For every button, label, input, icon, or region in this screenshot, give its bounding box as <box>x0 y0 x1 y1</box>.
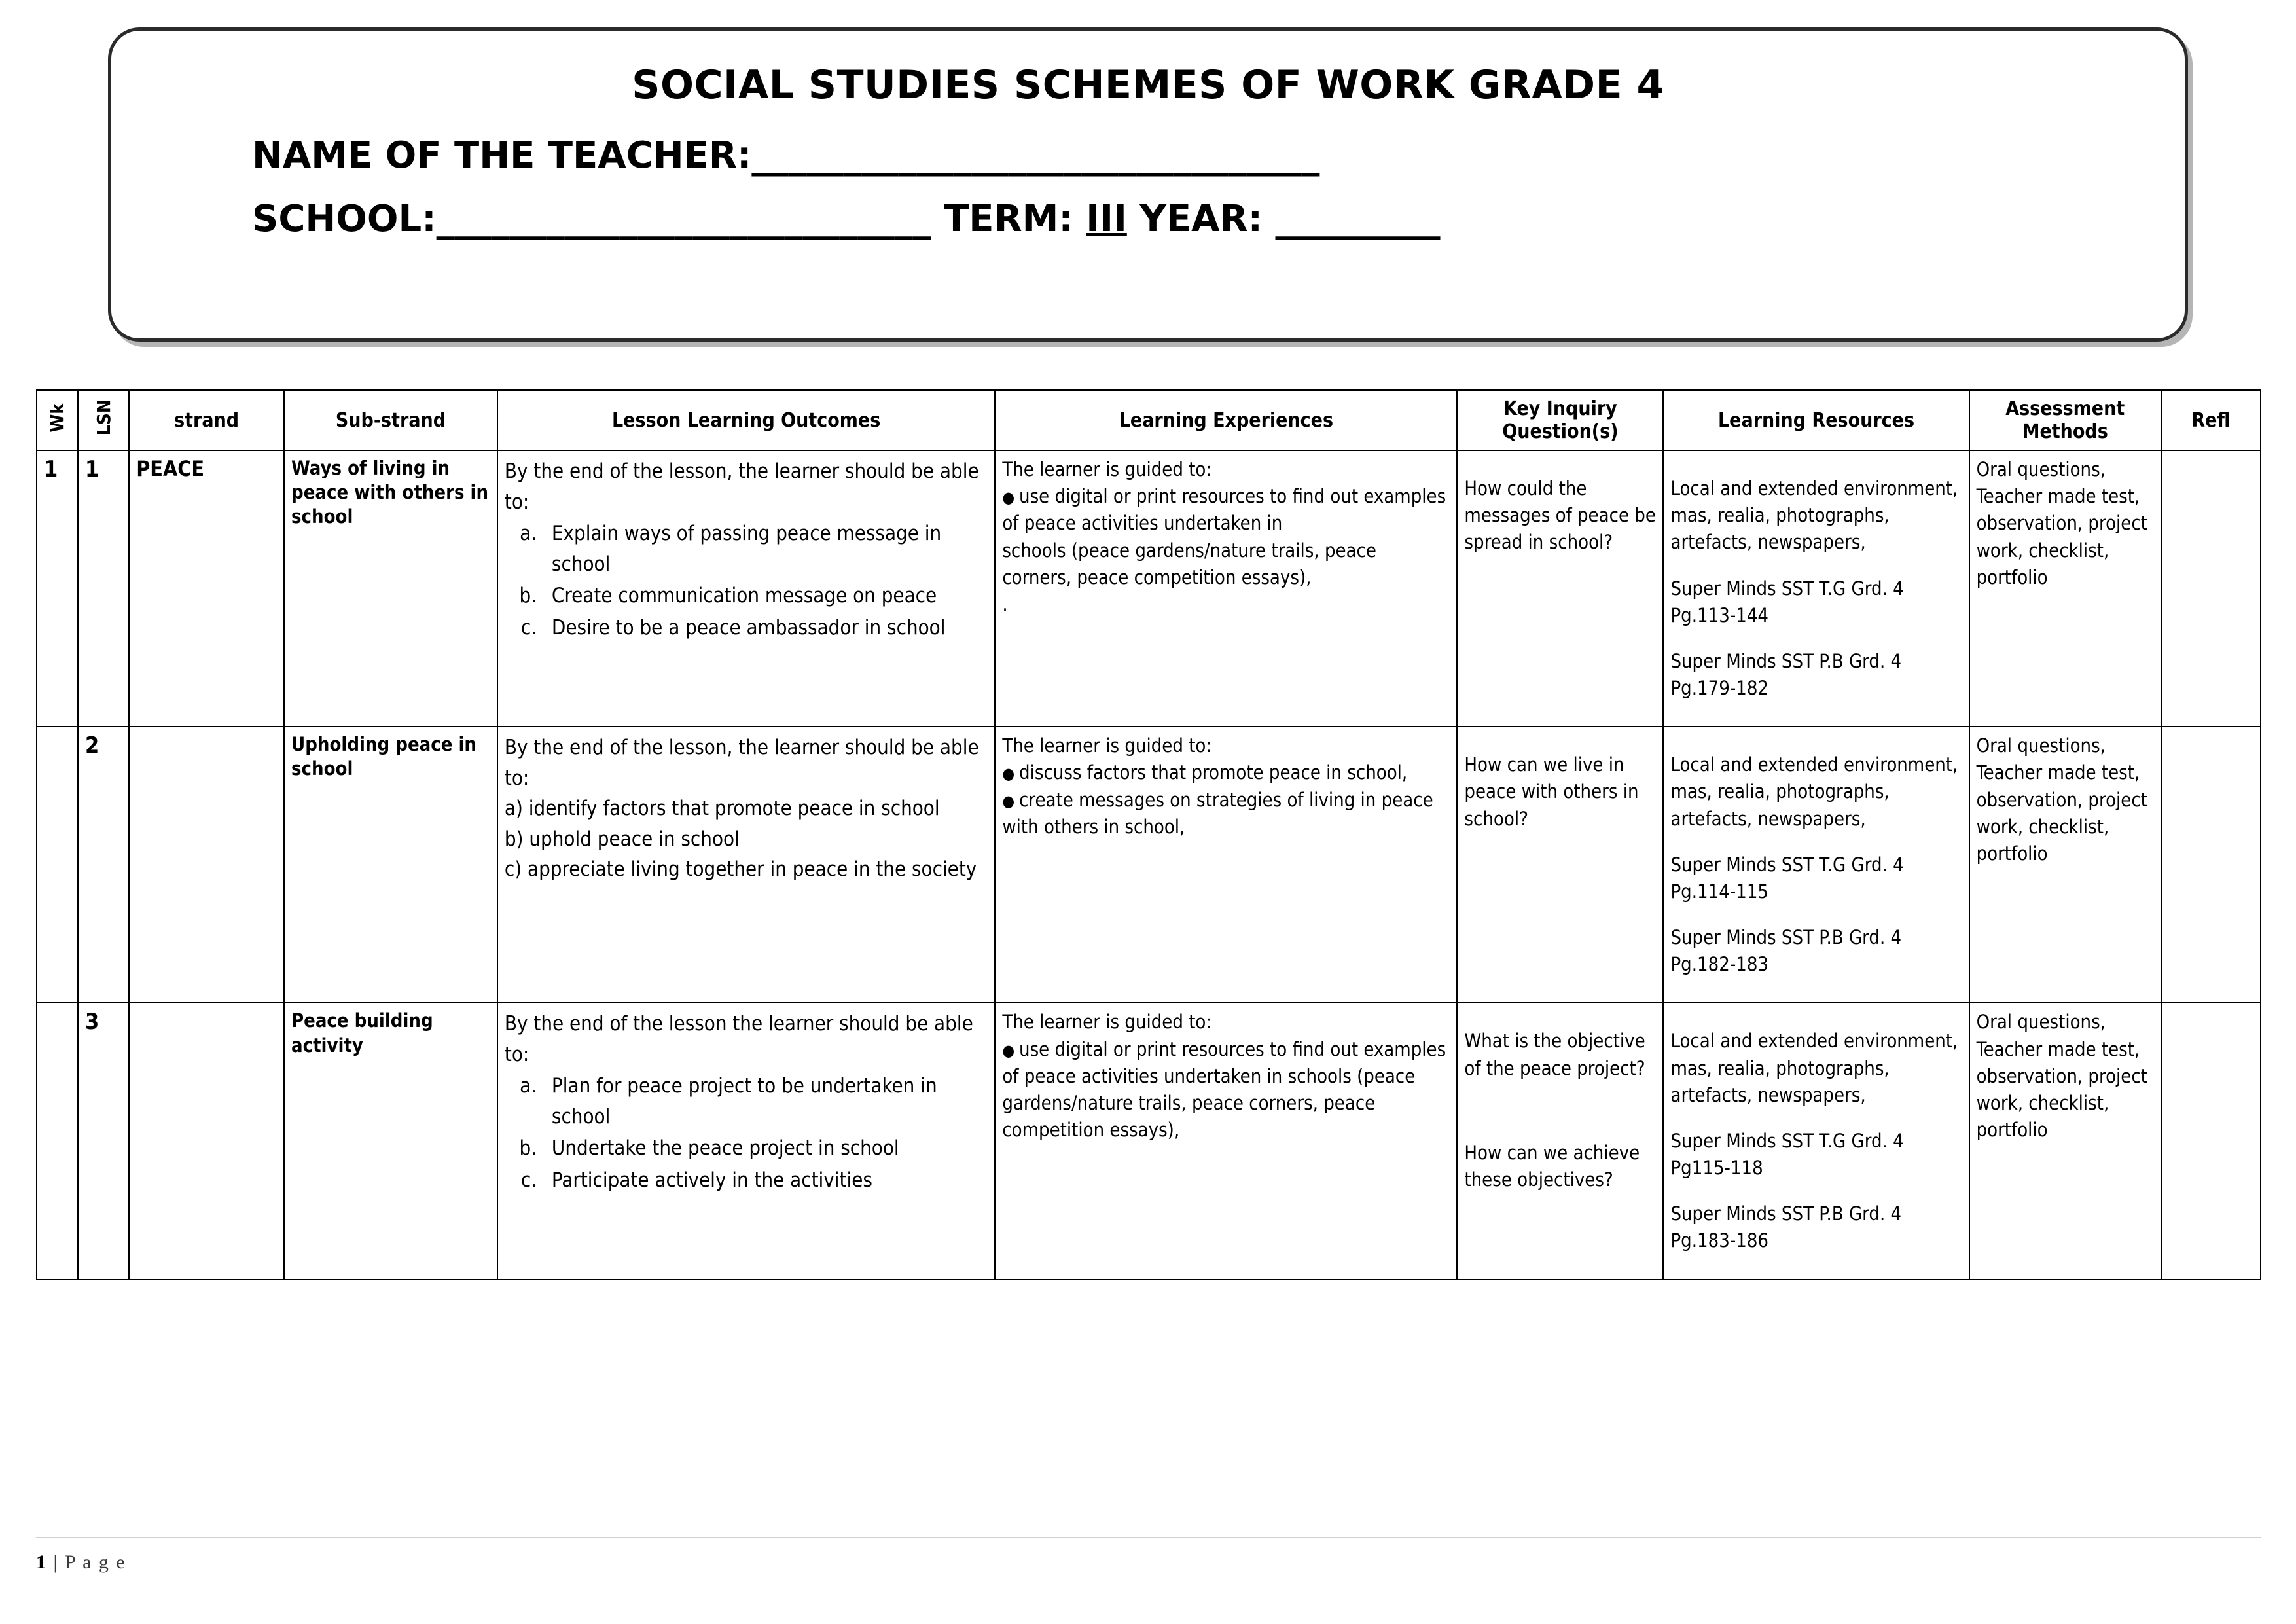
col-header-experiences: Learning Experiences <box>995 390 1457 450</box>
outcomes-intro: By the end of the lesson the learner should be able to: <box>504 1012 973 1066</box>
cell-substrand: Peace building activity <box>284 1003 497 1279</box>
list-item: b. Create communication message on peace <box>543 581 988 611</box>
col-header-outcomes: Lesson Learning Outcomes <box>497 390 995 450</box>
experiences-intro: The learner is guided to: <box>1002 1011 1212 1034</box>
schemes-table <box>36 389 2261 1280</box>
cell-refl <box>2161 727 2261 1003</box>
cell-lsn: 2 <box>78 727 129 1003</box>
col-header-resources: Learning Resources <box>1663 390 1969 450</box>
resource-item: Super Minds SST T.G Grd. 4 Pg.113-144 <box>1670 577 1904 626</box>
experiences-intro: The learner is guided to: <box>1002 734 1212 757</box>
list-item: ● discuss factors that promote peace in school, <box>1002 759 1450 786</box>
cell-wk <box>37 1003 78 1279</box>
col-header-assessment: Assessment Methods <box>1969 390 2161 450</box>
school-label: SCHOOL:___________________________ <box>252 198 931 240</box>
footer-page-word: P a g e <box>65 1551 126 1573</box>
cell-strand: PEACE <box>129 450 284 727</box>
resource-item: Local and extended environment, mas, realia, photographs, artefacts, newspapers, <box>1670 477 1958 554</box>
list-item: b) uphold peace in school <box>504 827 740 851</box>
list-item: b. Undertake the peace project in school <box>543 1133 988 1164</box>
cell-assessment: Oral questions, Teacher made test, observation, project work, checklist, portfolio <box>1969 450 2161 727</box>
resource-item: Local and extended environment, mas, realia, photographs, artefacts, newspapers, <box>1670 1030 1958 1106</box>
cell-strand <box>129 727 284 1003</box>
col-header-substrand: Sub-strand <box>284 390 497 450</box>
resource-item: Super Minds SST P.B Grd. 4 Pg.183-186 <box>1670 1202 1902 1252</box>
cell-strand <box>129 1003 284 1279</box>
resource-item: Super Minds SST T.G Grd. 4 Pg.114-115 <box>1670 853 1904 903</box>
cell-inquiry <box>1457 727 1663 1003</box>
cell-wk: 1 <box>37 450 78 727</box>
cell-substrand: Upholding peace in school <box>284 727 497 1003</box>
col-header-wk: Wk <box>37 390 78 450</box>
list-item: a. Explain ways of passing peace message in school <box>543 518 988 579</box>
footer-separator: | <box>53 1551 59 1573</box>
inquiry-question: How could the messages of peace be spread in school? <box>1464 477 1656 554</box>
list-item: schools (peace gardens/nature trails, peace corners, peace competition essays), <box>1002 539 1376 588</box>
list-item: c. Participate actively in the activities <box>543 1165 988 1196</box>
table-row <box>37 727 2261 1003</box>
cell-resources <box>1663 450 1969 727</box>
cell-assessment: Oral questions, Teacher made test, observation, project work, checklist, portfolio <box>1969 1003 2161 1279</box>
cell-experiences <box>995 450 1457 727</box>
resource-item: Super Minds SST T.G Grd. 4 Pg115-118 <box>1670 1129 1904 1180</box>
term-label: TERM: <box>944 198 1073 240</box>
footer-page-number: 1 <box>36 1551 47 1573</box>
footer-divider <box>36 1537 2261 1538</box>
list-item: . <box>1002 592 1008 615</box>
cell-resources <box>1663 727 1969 1003</box>
inquiry-question: How can we live in peace with others in school? <box>1464 753 1639 830</box>
cell-experiences <box>995 727 1457 1003</box>
spacer <box>1464 1101 1656 1121</box>
header-box <box>108 27 2188 342</box>
cell-inquiry <box>1457 450 1663 727</box>
outcomes-list <box>505 518 988 643</box>
cell-outcomes <box>497 727 995 1003</box>
cell-substrand: Ways of living in peace with others in school <box>284 450 497 727</box>
list-item: c. Desire to be a peace ambassador in school <box>543 613 988 643</box>
resource-item: Super Minds SST P.B Grd. 4 Pg.182-183 <box>1670 926 1902 976</box>
outcomes-intro: By the end of the lesson, the learner should be able to: <box>504 460 979 514</box>
cell-resources <box>1663 1003 1969 1279</box>
outcomes-list <box>505 1071 988 1195</box>
col-header-inquiry: Key Inquiry Question(s) <box>1457 390 1663 450</box>
experiences-intro: The learner is guided to: <box>1002 458 1212 480</box>
cell-refl <box>2161 450 2261 727</box>
inquiry-question: How can we achieve these objectives? <box>1464 1141 1640 1191</box>
cell-refl <box>2161 1003 2261 1279</box>
school-term-year-line <box>252 198 2185 240</box>
cell-assessment: Oral questions, Teacher made test, observation, project work, checklist, portfolio <box>1969 727 2161 1003</box>
cell-wk <box>37 727 78 1003</box>
table-row <box>37 1003 2261 1279</box>
page-title: SOCIAL STUDIES SCHEMES OF WORK GRADE 4 <box>632 62 1664 108</box>
page-footer <box>36 1551 126 1574</box>
table-row <box>37 450 2261 727</box>
cell-outcomes <box>497 1003 995 1279</box>
cell-lsn: 3 <box>78 1003 129 1279</box>
cell-experiences <box>995 1003 1457 1279</box>
col-header-refl: Refl <box>2161 390 2261 450</box>
col-header-lsn: LSN <box>78 390 129 450</box>
resource-item: Super Minds SST P.B Grd. 4 Pg.179-182 <box>1670 649 1902 700</box>
inquiry-question: What is the objective of the peace project? <box>1464 1030 1645 1079</box>
list-item: a. Plan for peace project to be undertaken in school <box>543 1071 988 1132</box>
year-label: YEAR: _________ <box>1139 198 1441 240</box>
list-item: ● use digital or print resources to find out examples of peace activities undertaken in <box>1002 483 1450 537</box>
table-header-row <box>37 390 2261 450</box>
term-value: III <box>1086 198 1127 240</box>
cell-lsn: 1 <box>78 450 129 727</box>
cell-outcomes <box>497 450 995 727</box>
col-header-strand: strand <box>129 390 284 450</box>
list-item: ● create messages on strategies of living in peace with others in school, <box>1002 787 1450 840</box>
list-item: a) identify factors that promote peace in school <box>504 797 940 821</box>
outcomes-intro: By the end of the lesson, the learner should be able to: <box>504 736 979 790</box>
list-item: c) appreciate living together in peace in the society <box>504 857 977 882</box>
resource-item: Local and extended environment, mas, realia, photographs, artefacts, newspapers, <box>1670 753 1958 830</box>
list-item: ● use digital or print resources to find out examples of peace activities undertaken in schools (peace gardens/nature trails, peace corners, peace competition essays), <box>1002 1036 1450 1144</box>
teacher-name-line: NAME OF THE TEACHER:_______________________________ <box>252 134 1320 177</box>
cell-inquiry <box>1457 1003 1663 1279</box>
